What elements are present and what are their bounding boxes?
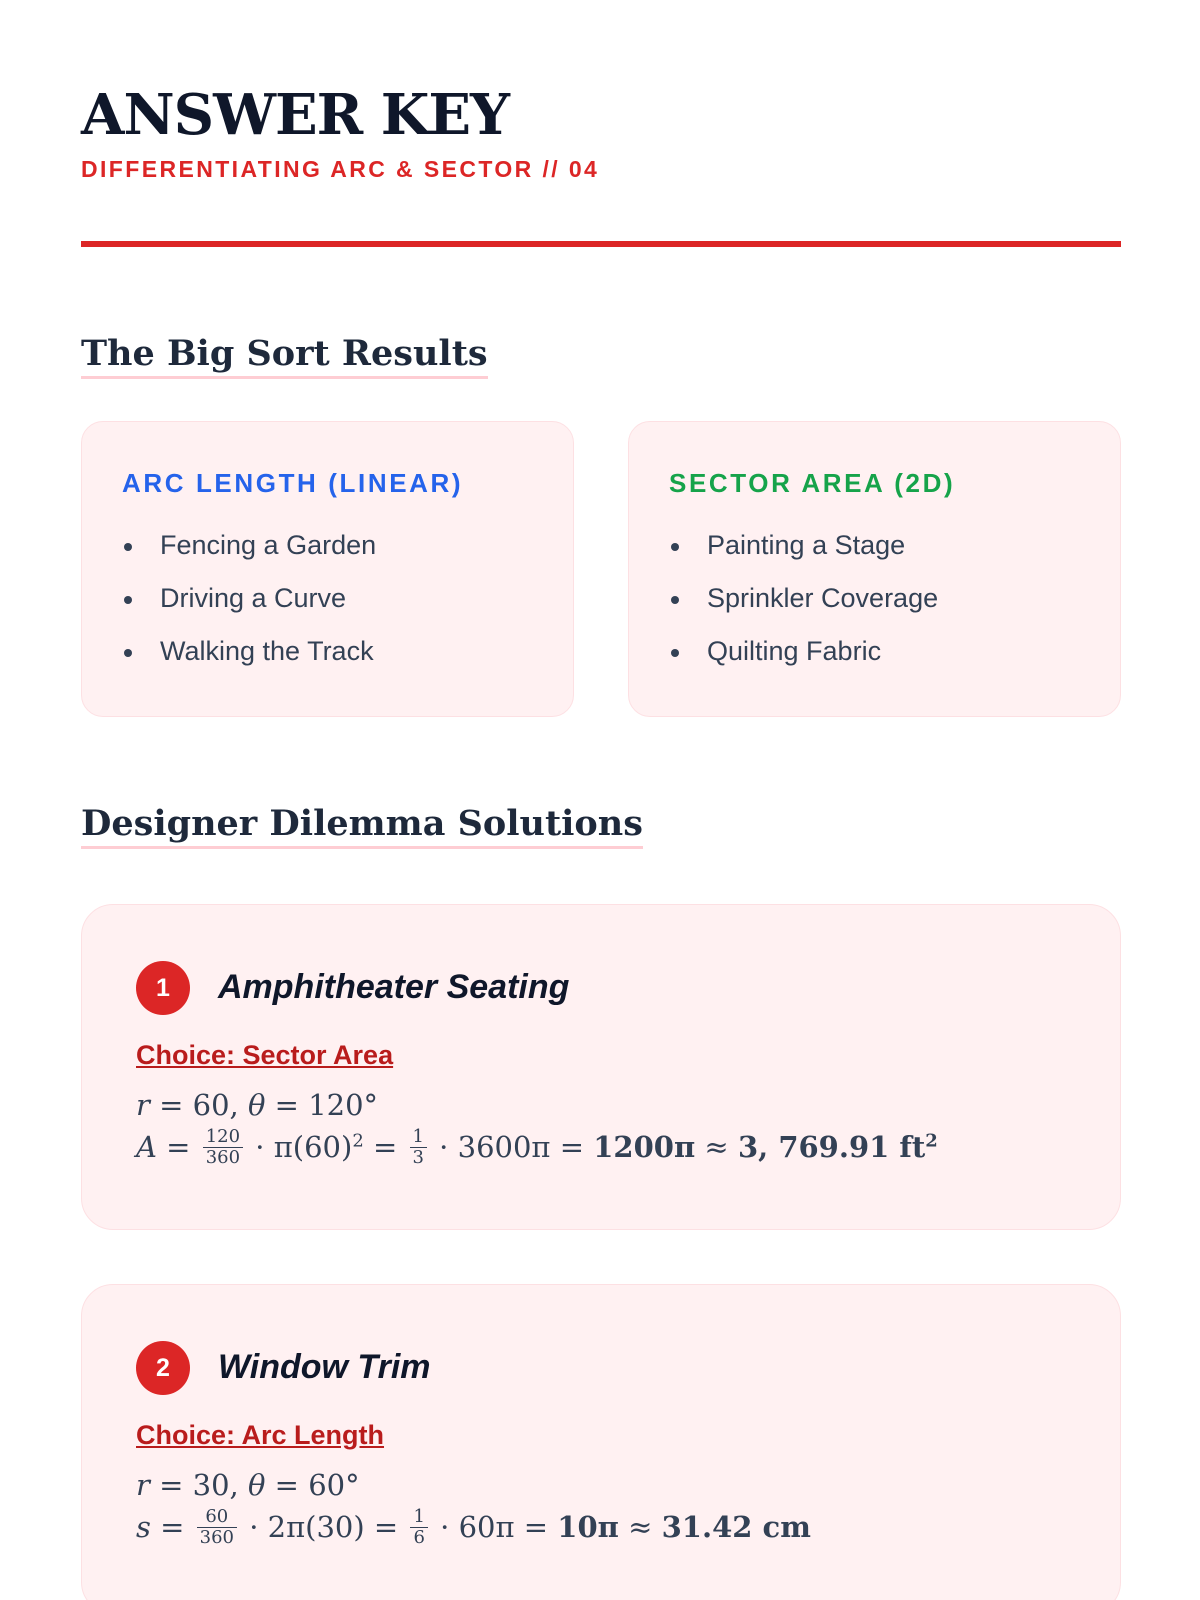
angle-fraction: $\frac{60}{360}$ xyxy=(197,1507,237,1548)
formula-step: 2π(30) xyxy=(267,1510,365,1544)
solution-card-window-trim xyxy=(81,1284,1121,1600)
number-badge: 2 xyxy=(136,1341,190,1395)
approx-answer: 31.42 cm xyxy=(661,1510,811,1544)
given-angle: 120° xyxy=(308,1088,379,1122)
arc-length-list xyxy=(122,519,573,678)
list-item: Sprinkler Coverage xyxy=(669,572,1120,625)
simplified-fraction: $\frac{1}{3}$ xyxy=(410,1127,427,1168)
list-item: Driving a Curve xyxy=(122,572,573,625)
page-subtitle: DIFFERENTIATING ARC & SECTOR // 04 xyxy=(81,156,600,182)
solution-choice: Choice: Arc Length xyxy=(136,1420,385,1450)
solution-title: Amphitheater Seating xyxy=(218,968,570,1006)
sector-area-card xyxy=(628,421,1121,717)
sector-area-label: SECTOR AREA (2D) xyxy=(669,468,956,498)
approx-answer: 3, 769.91 $ft^2$ xyxy=(737,1130,938,1164)
exact-answer: 1200π xyxy=(593,1130,696,1164)
given-values: r = 60, θ = 120° xyxy=(136,1088,379,1122)
list-item: Walking the Track xyxy=(122,625,573,678)
list-item: Quilting Fabric xyxy=(669,625,1120,678)
big-sort-heading: The Big Sort Results xyxy=(81,332,488,379)
given-radius: 60 xyxy=(192,1088,230,1122)
arc-length-label: ARC LENGTH (LINEAR) xyxy=(122,468,464,498)
solution-card-amphitheater xyxy=(81,904,1121,1230)
formula-step: π(60) xyxy=(273,1130,353,1164)
formula-step-2: 3600π xyxy=(457,1130,551,1164)
arc-length-card xyxy=(81,421,574,717)
dilemma-heading: Designer Dilemma Solutions xyxy=(81,802,643,849)
given-values: r = 30, θ = 60° xyxy=(136,1468,360,1502)
solution-title: Window Trim xyxy=(218,1348,431,1386)
number-badge: 1 xyxy=(136,961,190,1015)
solution-work: A = $\frac{120}{360}$ · $\pi(60)^2$ = $\frac{1}{3}$ · 3600π = 1200π ≈ 3, 769.91 $ft^2$ xyxy=(136,1125,938,1168)
simplified-fraction: $\frac{1}{6}$ xyxy=(410,1507,427,1548)
given-radius: 30 xyxy=(192,1468,230,1502)
exact-answer: 10π xyxy=(557,1510,619,1544)
solution-work: s = $\frac{60}{360}$ · 2π(30) = $\frac{1}{6}$ · 60π = 10π ≈ 31.42 cm xyxy=(136,1505,811,1548)
solution-header xyxy=(136,959,1120,1015)
result-variable: A xyxy=(136,1130,157,1164)
solution-choice: Choice: Sector Area xyxy=(136,1040,394,1070)
formula-step-2: 60π xyxy=(458,1510,515,1544)
angle-fraction: $\frac{120}{360}$ xyxy=(203,1127,243,1168)
title-divider xyxy=(81,241,1121,247)
solution-header xyxy=(136,1339,1120,1395)
sector-area-list xyxy=(669,519,1120,678)
list-item: Fencing a Garden xyxy=(122,519,573,572)
given-angle: 60° xyxy=(308,1468,360,1502)
page-title: ANSWER KEY xyxy=(81,82,510,148)
list-item: Painting a Stage xyxy=(669,519,1120,572)
result-variable: s xyxy=(136,1510,151,1544)
